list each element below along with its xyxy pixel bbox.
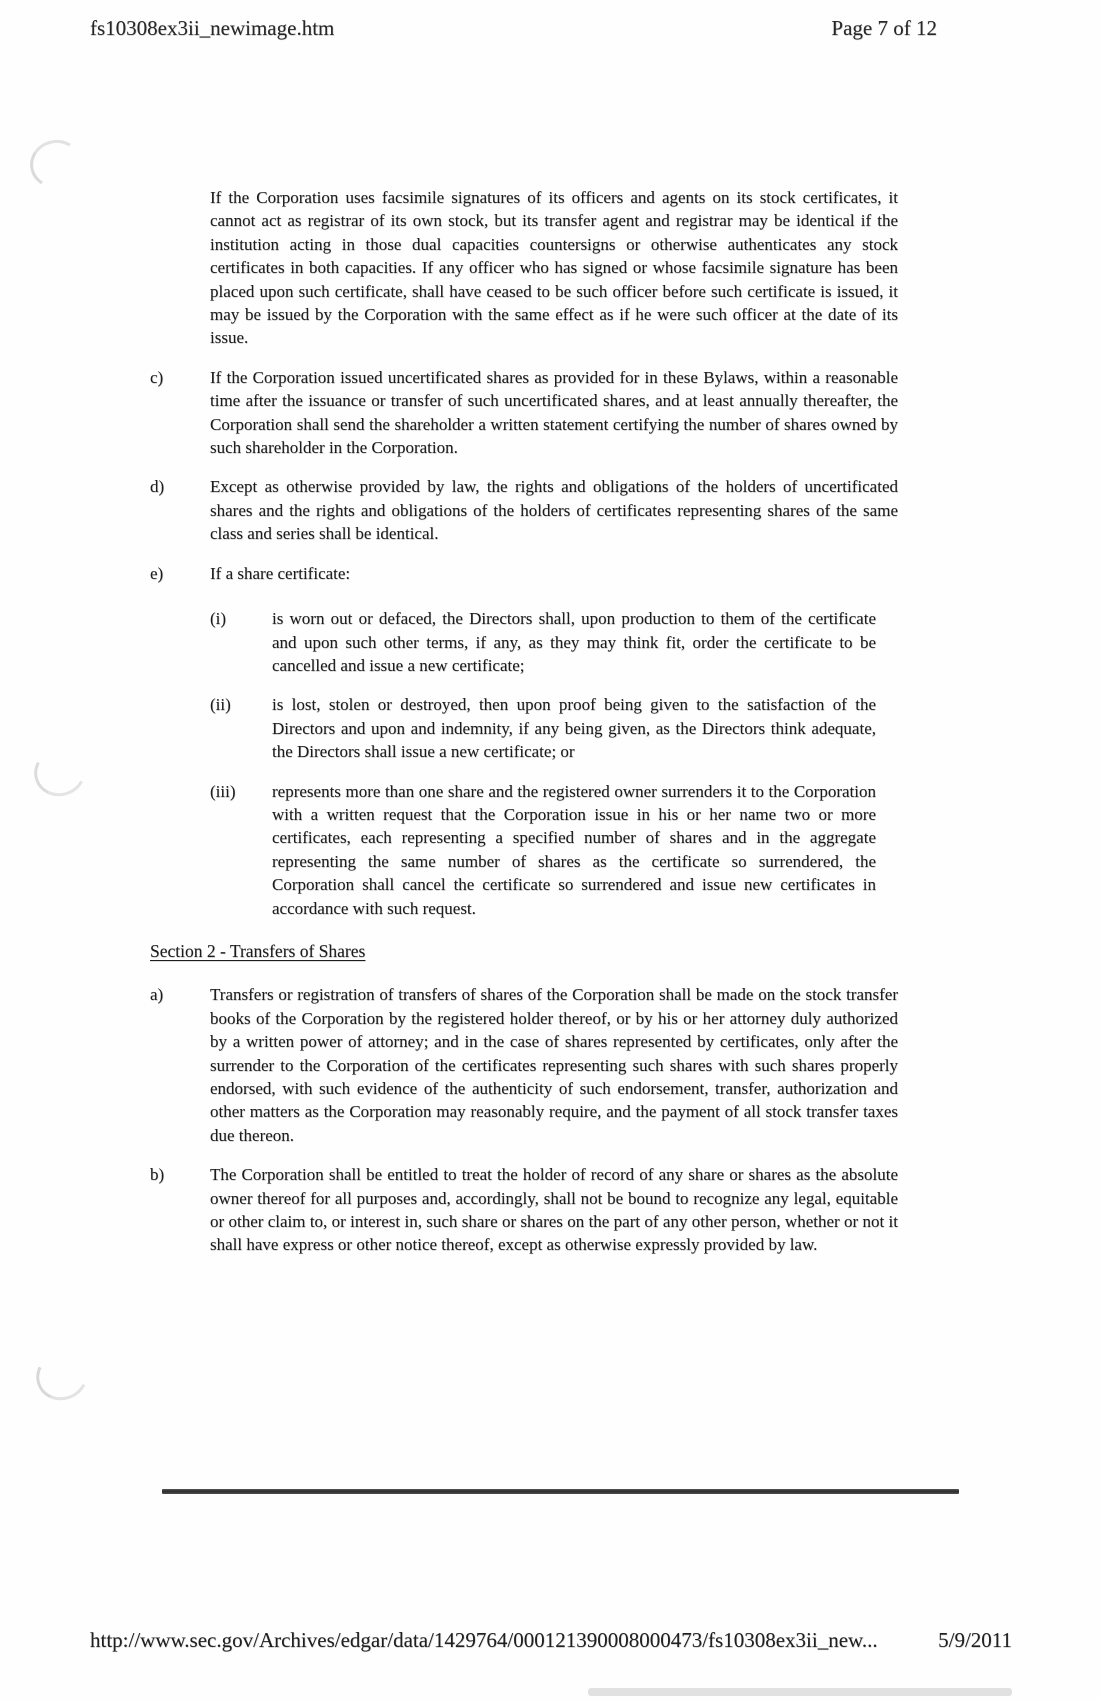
list-label: b)	[150, 1165, 165, 1185]
footer-divider-rule	[162, 1489, 959, 1494]
sublist-label: (ii)	[210, 695, 231, 715]
paragraph-text: The Corporation shall be entitled to treat the holder of record of any share or shares as the absolute owner thereof for all purposes and, accordingly, shall not be bound to recognize any legal, equitable or other claim to, or interest in, such share or shares on the part of any other person, whether or not it shall have express or other notice thereof, except as otherwise expressly provided by law.	[210, 1165, 898, 1255]
paragraph-text: If the Corporation uses facsimile signatures of its officers and agents on its stock certificates, it cannot act as registrar of its own stock, but its transfer agent and registrar may be identical if the institution acting in those dual capacities countersigns or otherwise authenticates any stock certificates in both capacities. If any officer who has signed or whose facsimile signature has been placed upon such certificate, shall have ceased to be such officer before such certificate is issued, it may be issued by the Corporation with the same effect as if he were such officer at the date of its issue.	[210, 188, 898, 348]
paragraph-text: represents more than one share and the registered owner surrenders it to the Corporation with a written request that the Corporation issue in his or her name two or more certificates, each representing a specified number of shares and in the aggregate representing the same number of shares as the certificate so surrendered, the Corporation shall cancel the certificate so surrendered and issue new certificates in accordance with such request.	[272, 781, 876, 918]
list-item-c	[150, 366, 898, 460]
print-header	[90, 16, 937, 41]
list-label: c)	[150, 367, 164, 387]
sublist-label: (iii)	[210, 781, 236, 801]
list-item-b	[150, 1163, 898, 1257]
paragraph-text: is worn out or defaced, the Directors shall, upon production to them of the certificate and upon such other terms, if any, as they may think fit, order the certificate to be cancelled and issue a new certificate;	[272, 609, 876, 675]
list-label: a)	[150, 985, 164, 1005]
list-item-e	[150, 562, 898, 585]
sub-item-i	[210, 607, 898, 677]
scan-artifact-hole-middle	[28, 741, 92, 803]
document-body	[150, 186, 898, 1273]
list-label: d)	[150, 477, 165, 497]
intro-paragraph	[150, 186, 898, 350]
paragraph-text: is lost, stolen or destroyed, then upon proof being given to the satisfaction of the Directors and upon and indemnity, if any being given, as the Directors think adequate, the Directors shall issue a new certificate; or	[272, 695, 876, 762]
sub-item-ii	[210, 693, 898, 763]
paragraph-text: Except as otherwise provided by law, the rights and obligations of the holders of uncertificated shares and the rights and obligations of the holders of certificates representing shares of the same class and series shall be identical.	[210, 477, 898, 544]
list-label: e)	[150, 563, 164, 583]
sub-item-iii	[210, 780, 898, 920]
source-url: http://www.sec.gov/Archives/edgar/data/1429764/000121390008000473/fs10308ex3ii_new...	[90, 1628, 878, 1652]
paragraph-text: Transfers or registration of transfers of shares of the Corporation shall be made on the stock transfer books of the Corporation by the registered holder thereof, or by his or her attorney duly authorized by a written power of attorney; and in the case of shares represented by certificates, only after the surrender to the Corporation of the certificates representing such shares with such shares properly endorsed, with such evidence of the authenticity of such endorsement, transfer, authorization and other matters as the Corporation may reasonably require, and the payment of all stock transfer taxes due thereon.	[210, 985, 898, 1145]
scan-artifact-hole-bottom	[29, 1345, 94, 1408]
section-heading: Section 2 - Transfers of Shares	[150, 940, 366, 961]
list-item-d	[150, 475, 898, 545]
scan-artifact-hole-top	[26, 135, 87, 193]
page-number-indicator: Page 7 of 12	[831, 16, 937, 40]
paragraph-text: If a share certificate:	[210, 563, 351, 583]
document-filename: fs10308ex3ii_newimage.htm	[90, 16, 335, 40]
print-date: 5/9/2011	[938, 1628, 1012, 1652]
list-label-empty	[150, 186, 210, 350]
paragraph-text: If the Corporation issued uncertificated shares as provided for in these Bylaws, within a reasonable time after the issuance or transfer of such uncertificated shares, and at least annually thereafter, the Corporation shall send the shareholder a written statement certifying the number of shares owned by such shareholder in the Corporation.	[210, 367, 898, 458]
scan-artifact-smudge	[588, 1688, 1012, 1696]
list-item-a	[150, 983, 898, 1147]
print-footer	[90, 1628, 1012, 1653]
sublist-label: (i)	[210, 609, 227, 629]
